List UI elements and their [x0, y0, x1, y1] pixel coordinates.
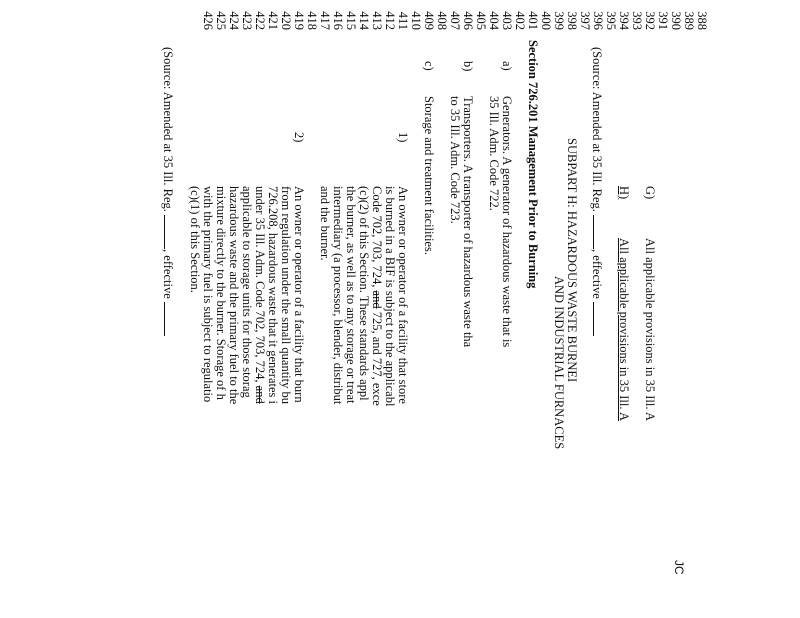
text-line-410 — [370, 186, 383, 406]
line-number: 394 — [617, 11, 631, 30]
text-line-410-part-b: 725, and 727, exce — [370, 311, 384, 406]
source-note-label: (Source: Amended at 35 Ill. Reg. — [161, 47, 175, 212]
line-number: 405 — [474, 11, 488, 30]
text-line-408: An owner or operator of a facility that store — [396, 186, 410, 404]
text-line-420: applicable to storage units for those storag — [240, 186, 254, 398]
line-number: 422 — [253, 11, 267, 30]
blank-line — [593, 215, 604, 249]
line-number: 406 — [461, 11, 475, 30]
text-line-391: All applicable provisions in 35 Ill. A — [617, 238, 631, 421]
text-line-403: Transporters. A transporter of hazardous waste tha — [461, 96, 475, 348]
line-number: 390 — [669, 11, 683, 30]
source-note-effective: , effective — [161, 249, 175, 299]
line-number: 402 — [513, 11, 527, 30]
line-number: 408 — [435, 11, 449, 30]
line-number: 389 — [682, 11, 696, 30]
item-marker-a: a) — [500, 61, 514, 71]
text-line-406: Storage and treatment facilities. — [422, 96, 436, 255]
text-line-412: the burner, as well as to any storage or treat — [344, 186, 358, 404]
text-line-414: and the burner. — [318, 186, 332, 261]
line-number: 398 — [565, 11, 579, 30]
blank-line — [164, 302, 175, 336]
line-number: 392 — [643, 11, 657, 30]
text-line-421: hazardous waste and the primary fuel to the — [227, 186, 241, 405]
text-line-409: is burned in a BIF is subject to the applicabl — [383, 186, 397, 407]
text-line-423: with the primary fuel is subject to regulatio — [201, 186, 215, 403]
line-number: 419 — [292, 11, 306, 30]
line-number: 423 — [240, 11, 254, 30]
line-number: 395 — [604, 11, 618, 30]
item-marker-1: 1) — [396, 132, 410, 143]
source-note-label: (Source: Amended at 35 Ill. Reg. — [590, 47, 604, 212]
line-number: 414 — [357, 11, 371, 30]
blank-line — [593, 302, 604, 336]
item-marker-g: G) — [643, 186, 657, 200]
line-number: 388 — [695, 11, 709, 30]
text-line-419-part-a: under 35 Ill. Adm. Code 702, 703, 724, — [253, 186, 267, 383]
text-line-410-part-a: Code 702, 703, 724, — [370, 186, 384, 288]
text-line-418: 726.208, hazardous waste that it generates i — [266, 186, 280, 404]
line-number: 397 — [578, 11, 592, 30]
line-number: 417 — [318, 11, 332, 30]
text-line-401: 35 Ill. Adm. Code 722. — [487, 96, 501, 211]
line-number: 415 — [344, 11, 358, 30]
line-number: 411 — [396, 11, 410, 30]
document-header-code: JC — [672, 560, 686, 575]
line-number: 391 — [656, 11, 670, 30]
item-marker-c: c) — [422, 61, 436, 71]
line-number: 393 — [630, 11, 644, 30]
line-number: 421 — [266, 11, 280, 30]
item-marker-b: b) — [461, 61, 475, 72]
source-note-effective: , effective — [590, 249, 604, 299]
item-marker-h: H) — [617, 186, 631, 200]
text-line-411: (c)(2) of this Section. These standards appl — [357, 186, 371, 401]
line-number: 418 — [305, 11, 319, 30]
text-line-404: to 35 Ill. Adm. Code 723. — [448, 96, 462, 224]
text-line-413: intermediary (a processor, blender, distribut — [331, 186, 345, 405]
struck-text: and — [253, 385, 267, 404]
text-line-424: (c)(1) of this Section. — [188, 186, 202, 293]
text-line-389: All applicable provisions in 35 Ill. A — [643, 238, 657, 421]
text-line-422: mixture directly to the burner. Storage of h — [214, 186, 228, 400]
subpart-heading-line-1: SUBPART H: HAZARDOUS WASTE BURNEI — [565, 138, 579, 383]
line-number: 399 — [552, 11, 566, 30]
source-note-1 — [590, 47, 604, 336]
line-number: 424 — [227, 11, 241, 30]
line-number: 400 — [539, 11, 553, 30]
line-number: 412 — [383, 11, 397, 30]
line-number: 407 — [448, 11, 462, 30]
line-number: 413 — [370, 11, 384, 30]
source-note-2 — [161, 47, 175, 336]
line-number: 410 — [409, 11, 423, 30]
line-number: 426 — [201, 11, 215, 30]
subpart-heading-line-2: AND INDUSTRIAL FURNACES — [552, 276, 566, 450]
struck-text: and — [370, 290, 384, 309]
line-number: 401 — [526, 11, 540, 30]
line-number: 420 — [279, 11, 293, 30]
blank-line — [164, 215, 175, 249]
text-line-416: An owner or operator of a facility that burn — [292, 186, 306, 403]
line-number: 416 — [331, 11, 345, 30]
text-line-417: from regulation under the small quantity bu — [279, 186, 293, 405]
line-number: 403 — [500, 11, 514, 30]
text-line-400: Generators. A generator of hazardous waste that is — [500, 96, 514, 348]
line-number: 396 — [591, 11, 605, 30]
section-heading: Section 726.201 Management Prior to Burning — [526, 40, 540, 289]
text-line-419 — [253, 186, 266, 404]
line-number: 404 — [487, 11, 501, 30]
line-number: 409 — [422, 11, 436, 30]
item-marker-2: 2) — [292, 132, 306, 143]
line-number: 425 — [214, 11, 228, 30]
